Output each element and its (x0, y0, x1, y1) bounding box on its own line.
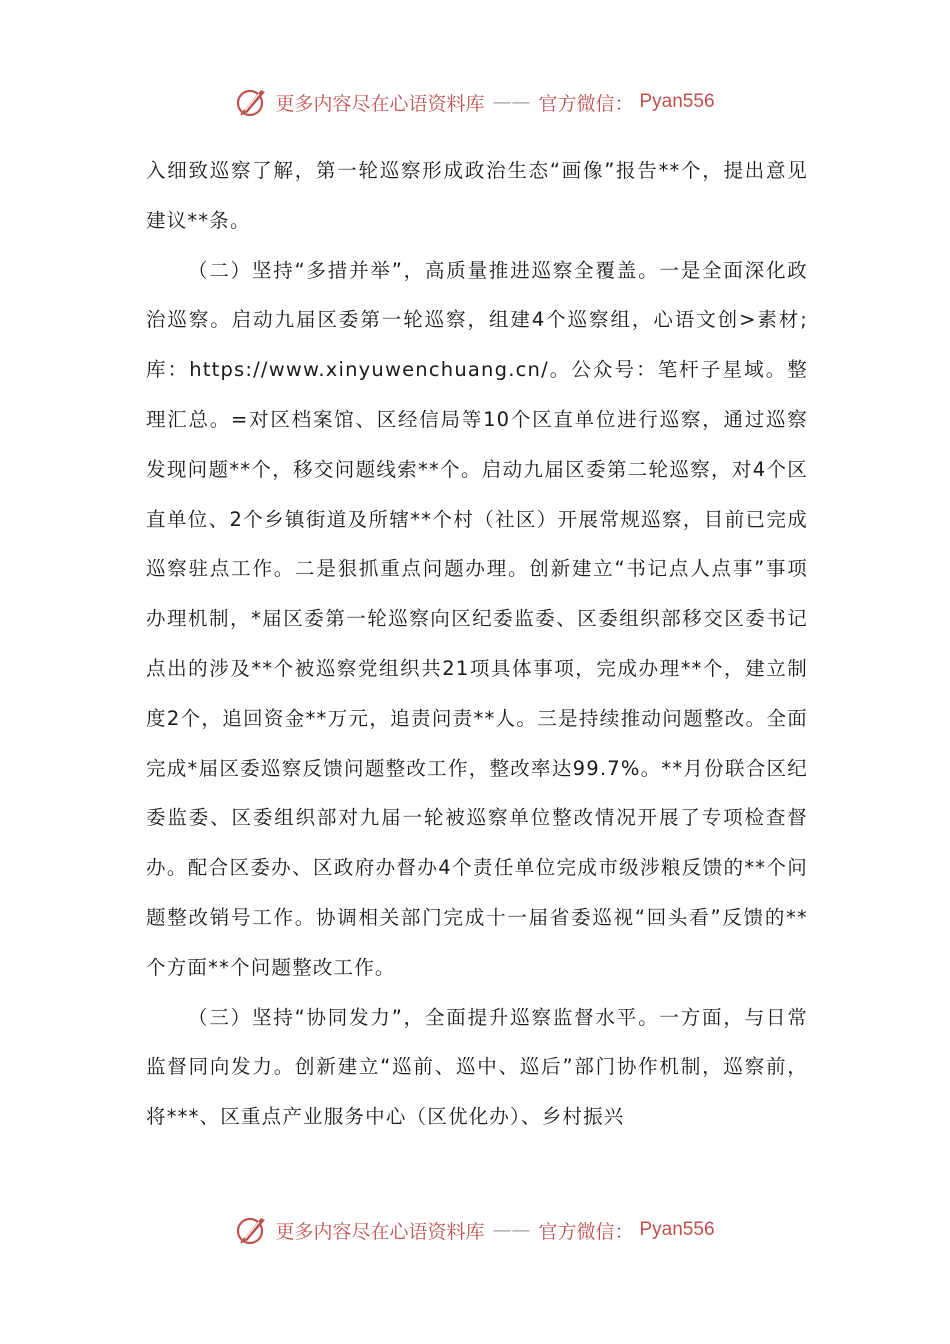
quill-pen-logo-icon (235, 1213, 269, 1247)
quill-pen-logo-icon (235, 85, 269, 119)
paragraph-3: （三）坚持“协同发力”，全面提升巡察监督水平。一方面，与日常监督同向发力。创新建立“巡前、巡中、巡后”部门协作机制，巡察前，将***、区重点产业服务中心（区优化办）、乡村振兴 (146, 1005, 808, 1129)
paragraph-1: 入细致巡察了解，第一轮巡察形成政治生态“画像”报告**个，提出意见建议**条。 (146, 159, 808, 232)
wechat-id: Pyan556 (639, 1219, 715, 1240)
wechat-id: Pyan556 (639, 91, 715, 112)
header-banner (0, 82, 950, 122)
brand-text: 更多内容尽在心语资料库 (275, 1220, 485, 1243)
brand-separator: —— (492, 91, 531, 113)
brand-separator: —— (492, 1219, 531, 1241)
footer-banner (0, 1210, 950, 1250)
brand-text: 更多内容尽在心语资料库 (275, 92, 485, 115)
document-body (146, 146, 808, 1142)
wechat-label: 官方微信： (538, 1220, 634, 1243)
paragraph-2: （二）坚持“多措并举”，高质量推进巡察全覆盖。一是全面深化政治巡察。启动九届区委第一轮巡察，组建4个巡察组，心语文创>素材;库：https://www.xinyuwenchuang.cn/。公众号：笔杆子星域。整理汇总。=对区档案馆、区经信局等10个区直单位进行巡察，通过巡察发现问题**个，移交问题线索**个。启动九届区委第二轮巡察，对4个区直单位、2个乡镇街道及所辖**个村（社区）开展常规巡察，目前已完成巡察驻点工作。二是狠抓重点问题办理。创新建立“书记点人点事”事项办理机制，*届区委第一轮巡察向区纪委监委、区委组织部移交区委书记点出的涉及**个被巡察党组织共21项具体事项，完成办理**个，建立制度2个，追回资金**万元，追责问责**人。三是持续推动问题整改。全面完成*届区委巡察反馈问题整改工作，整改率达99.7%。**月份联合区纪委监委、区委组织部对九届一轮被巡察单位整改情况开展了专项检查督办。配合区委办、区政府办督办4个责任单位完成市级涉粮反馈的**个问题整改销号工作。协调相关部门完成十一届省委巡视“回头看”反馈的**个方面**个问题整改工作。 (146, 258, 808, 979)
wechat-label: 官方微信： (538, 92, 634, 115)
